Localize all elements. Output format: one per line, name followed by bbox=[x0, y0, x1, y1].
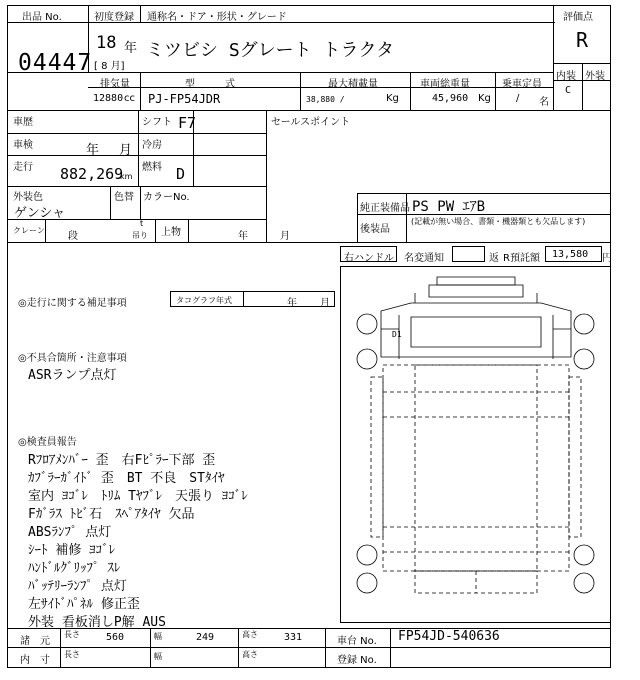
max-load-label: 最大積載量 bbox=[328, 79, 378, 90]
outer-dim-label: 諸 元 bbox=[20, 636, 50, 647]
inspector-item: ﾊﾝﾄﾞﾙｸﾞﾘｯﾌﾟ ｽﾚ bbox=[28, 561, 121, 576]
color-change-label: 色替 bbox=[114, 192, 134, 203]
shift-label: シフト bbox=[142, 117, 172, 128]
length-label-inner: 長さ bbox=[64, 650, 80, 659]
displacement-unit: cc bbox=[124, 93, 135, 104]
name-change-label: 名変通知 bbox=[404, 253, 444, 264]
height-label: 高さ bbox=[242, 630, 258, 639]
driving-notes-label: ◎走行に関する補足事項 bbox=[18, 298, 127, 309]
outer-height: 331 bbox=[284, 632, 303, 643]
max-load: 38,880 / bbox=[306, 95, 345, 104]
fuel: D bbox=[176, 165, 186, 183]
exterior-grade-label: 外装 bbox=[585, 71, 605, 82]
inspector-report-label: ◎検査員報告 bbox=[18, 437, 77, 448]
gross-weight-unit: Kg bbox=[478, 93, 491, 104]
damage-mark-d1: D1 bbox=[392, 330, 402, 339]
fuel-label: 燃料 bbox=[142, 162, 162, 173]
defects-label: ◎不具合箇所・注意事項 bbox=[18, 353, 127, 364]
mileage-unit: km bbox=[120, 172, 133, 181]
equipment: PS PW ｴｱB bbox=[412, 199, 486, 215]
shift-value: F7 bbox=[178, 114, 197, 132]
body-label: 上物 bbox=[161, 227, 181, 238]
height-label-inner: 高さ bbox=[242, 650, 258, 659]
color-label: 外装色 bbox=[13, 192, 43, 203]
first-reg-year: 18 bbox=[96, 33, 117, 53]
mileage: 882,269 bbox=[60, 165, 124, 183]
inspection-year: 年 bbox=[86, 143, 100, 158]
width-label: 幅 bbox=[154, 632, 162, 641]
first-reg-label: 初度登録 bbox=[94, 12, 134, 23]
color: ゲンシャ bbox=[14, 206, 66, 221]
inspector-item: ｼｰﾄ 補修 ﾖｺﾞﾚ bbox=[28, 543, 116, 558]
inspector-item: 室内 ﾖｺﾞﾚ ﾄﾘﾑ Tﾔﾌﾞﾚ 天張り ﾖｺﾞﾚ bbox=[28, 489, 248, 504]
tachograph-label: タコグラフ年式 bbox=[176, 296, 232, 305]
color-no-label: カラーNo. bbox=[143, 192, 190, 203]
chassis-label: 車台 No. bbox=[337, 636, 377, 647]
model-name: ミツビシ Sグレート トラクタ bbox=[146, 40, 395, 61]
body-month: 月 bbox=[280, 231, 290, 242]
inspection-month: 月 bbox=[119, 143, 133, 158]
reg-no-label: 登録 No. bbox=[337, 655, 377, 666]
recycle-unit: 円 bbox=[602, 253, 612, 264]
first-reg-month: [ 8 月] bbox=[94, 61, 125, 72]
cooling-label: 冷房 bbox=[142, 140, 162, 151]
outer-width: 249 bbox=[196, 632, 215, 643]
tachograph-month: 月 bbox=[320, 298, 330, 309]
inspector-item: 外装 看板消しP解 AUS bbox=[28, 615, 166, 630]
length-label: 長さ bbox=[64, 630, 80, 639]
recycle-amount: 13,580 bbox=[552, 249, 589, 260]
refund-label: 返 bbox=[489, 253, 499, 264]
inspection-label: 車検 bbox=[13, 140, 33, 151]
truck-cab-outline bbox=[381, 277, 571, 359]
inspector-item: Rﾌﾛｱﾒﾝﾊﾞｰ 歪 右Fﾋﾟﾗｰ下部 歪 bbox=[28, 453, 216, 468]
year-unit: 年 bbox=[124, 41, 138, 56]
aftermarket-note: (記載が無い場合、書類・機器類とも欠品します) bbox=[411, 217, 586, 226]
lot-no: 04447 bbox=[18, 50, 93, 76]
wheels bbox=[357, 314, 594, 593]
tachograph-year: 年 bbox=[287, 298, 297, 309]
lot-no-label: 出品 No. bbox=[22, 12, 62, 23]
inspector-item: ABSﾗﾝﾌﾟ 点灯 bbox=[28, 525, 112, 540]
recycle-label: R預託額 bbox=[503, 253, 540, 264]
inner-dim-label: 内 寸 bbox=[20, 655, 50, 666]
model-name-label: 通称名・ドア・形状・グレード bbox=[147, 12, 287, 23]
history-label: 車歴 bbox=[13, 117, 33, 128]
crane-ton-unit: t bbox=[140, 219, 144, 228]
inspector-item: Fｶﾞﾗｽ ﾄﾋﾞ石 ｽﾍﾟｱﾀｲﾔ 欠品 bbox=[28, 507, 195, 522]
sales-point-label: セールスポイント bbox=[271, 117, 351, 128]
gross-weight: 45,960 bbox=[432, 93, 469, 104]
model-code-label: 型 式 bbox=[185, 79, 235, 90]
grade-value: R bbox=[576, 28, 589, 52]
crane-label: クレーン bbox=[13, 226, 45, 235]
equipment-label: 純正装備品 bbox=[360, 203, 410, 214]
crane-stage: 段 bbox=[68, 231, 78, 242]
aftermarket-label: 後装品 bbox=[360, 224, 390, 235]
capacity: / bbox=[516, 93, 520, 104]
capacity-label: 乗車定員 bbox=[502, 79, 542, 90]
mileage-label: 走行 bbox=[13, 162, 33, 173]
inspector-item: ｶﾌﾞﾗｰｶﾞｲﾄﾞ 歪 BT 不良 STﾀｲﾔ bbox=[28, 471, 225, 486]
chassis-no: FP54JD-540636 bbox=[398, 629, 500, 644]
max-load-unit: Kg bbox=[386, 93, 399, 104]
capacity-unit: 名 bbox=[539, 97, 549, 108]
truck-diagram bbox=[341, 267, 610, 622]
interior-grade: C bbox=[565, 85, 572, 96]
outer-length: 560 bbox=[106, 632, 125, 643]
width-label-inner: 幅 bbox=[154, 652, 162, 661]
model-code: PJ-FP54JDR bbox=[148, 92, 221, 106]
displacement-label: 排気量 bbox=[100, 79, 130, 90]
body-year: 年 bbox=[238, 231, 248, 242]
right-hand-label: 右ハンドル bbox=[344, 253, 394, 264]
crane-ton: 吊り bbox=[132, 231, 148, 240]
inspector-item: 左ｻｲﾄﾞﾊﾟﾈﾙ 修正歪 bbox=[28, 597, 140, 612]
grade-label: 評価点 bbox=[563, 12, 593, 23]
cargo-body-outline bbox=[371, 365, 581, 593]
interior-grade-label: 内装 bbox=[556, 71, 576, 82]
inspector-item: ﾊﾞｯﾃﾘｰﾗﾝﾌﾟ 点灯 bbox=[28, 579, 127, 594]
displacement: 12880 bbox=[93, 93, 124, 104]
defect-item: ASRランプ点灯 bbox=[28, 368, 117, 383]
gross-weight-label: 車両総重量 bbox=[420, 79, 470, 90]
